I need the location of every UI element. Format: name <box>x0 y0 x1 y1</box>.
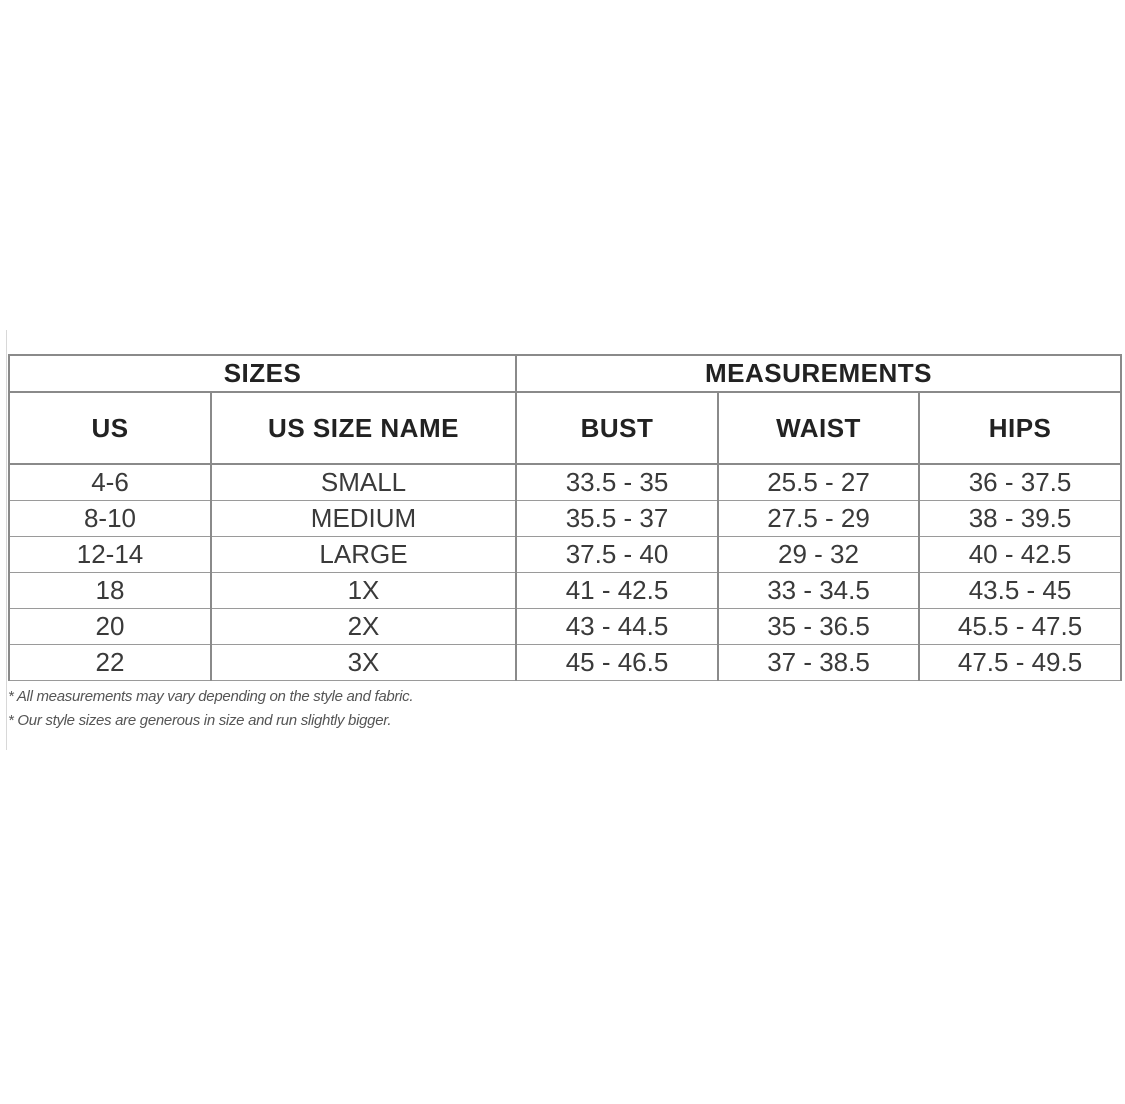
cell-size-name: 1X <box>211 573 516 609</box>
column-header-row <box>9 392 1121 464</box>
cell-us: 20 <box>9 609 211 645</box>
column-header-us-size-name: US SIZE NAME <box>211 392 516 464</box>
table-row <box>9 609 1121 645</box>
table-row <box>9 645 1121 681</box>
size-chart-table <box>8 354 1122 681</box>
cell-hips: 47.5 - 49.5 <box>919 645 1121 681</box>
cell-waist: 37 - 38.5 <box>718 645 919 681</box>
cell-bust: 45 - 46.5 <box>516 645 718 681</box>
cell-hips: 45.5 - 47.5 <box>919 609 1121 645</box>
cell-size-name: MEDIUM <box>211 501 516 537</box>
footnotes <box>8 685 1120 733</box>
cell-waist: 29 - 32 <box>718 537 919 573</box>
column-header-hips: HIPS <box>919 392 1121 464</box>
size-chart <box>8 354 1120 733</box>
table-row <box>9 464 1121 501</box>
table-row <box>9 573 1121 609</box>
cell-bust: 33.5 - 35 <box>516 464 718 501</box>
column-header-us: US <box>9 392 211 464</box>
footnote-generous-sizing: * Our style sizes are generous in size and run slightly bigger. <box>8 712 392 729</box>
cell-us: 4-6 <box>9 464 211 501</box>
column-header-waist: WAIST <box>718 392 919 464</box>
cell-bust: 35.5 - 37 <box>516 501 718 537</box>
cell-hips: 38 - 39.5 <box>919 501 1121 537</box>
cell-size-name: 3X <box>211 645 516 681</box>
cell-us: 22 <box>9 645 211 681</box>
measurements-group-header: MEASUREMENTS <box>516 355 1121 392</box>
cell-us: 12-14 <box>9 537 211 573</box>
cell-waist: 35 - 36.5 <box>718 609 919 645</box>
cell-hips: 43.5 - 45 <box>919 573 1121 609</box>
cell-waist: 25.5 - 27 <box>718 464 919 501</box>
sizes-group-header: SIZES <box>9 355 516 392</box>
cell-hips: 40 - 42.5 <box>919 537 1121 573</box>
group-header-row <box>9 355 1121 392</box>
cell-hips: 36 - 37.5 <box>919 464 1121 501</box>
cell-us: 18 <box>9 573 211 609</box>
cell-waist: 33 - 34.5 <box>718 573 919 609</box>
cell-size-name: LARGE <box>211 537 516 573</box>
left-border-line <box>6 330 7 750</box>
footnote-measurements-vary: * All measurements may vary depending on the style and fabric. <box>8 688 414 705</box>
cell-bust: 37.5 - 40 <box>516 537 718 573</box>
table-row <box>9 537 1121 573</box>
table-row <box>9 501 1121 537</box>
cell-bust: 41 - 42.5 <box>516 573 718 609</box>
cell-bust: 43 - 44.5 <box>516 609 718 645</box>
cell-size-name: 2X <box>211 609 516 645</box>
cell-size-name: SMALL <box>211 464 516 501</box>
cell-waist: 27.5 - 29 <box>718 501 919 537</box>
cell-us: 8-10 <box>9 501 211 537</box>
column-header-bust: BUST <box>516 392 718 464</box>
